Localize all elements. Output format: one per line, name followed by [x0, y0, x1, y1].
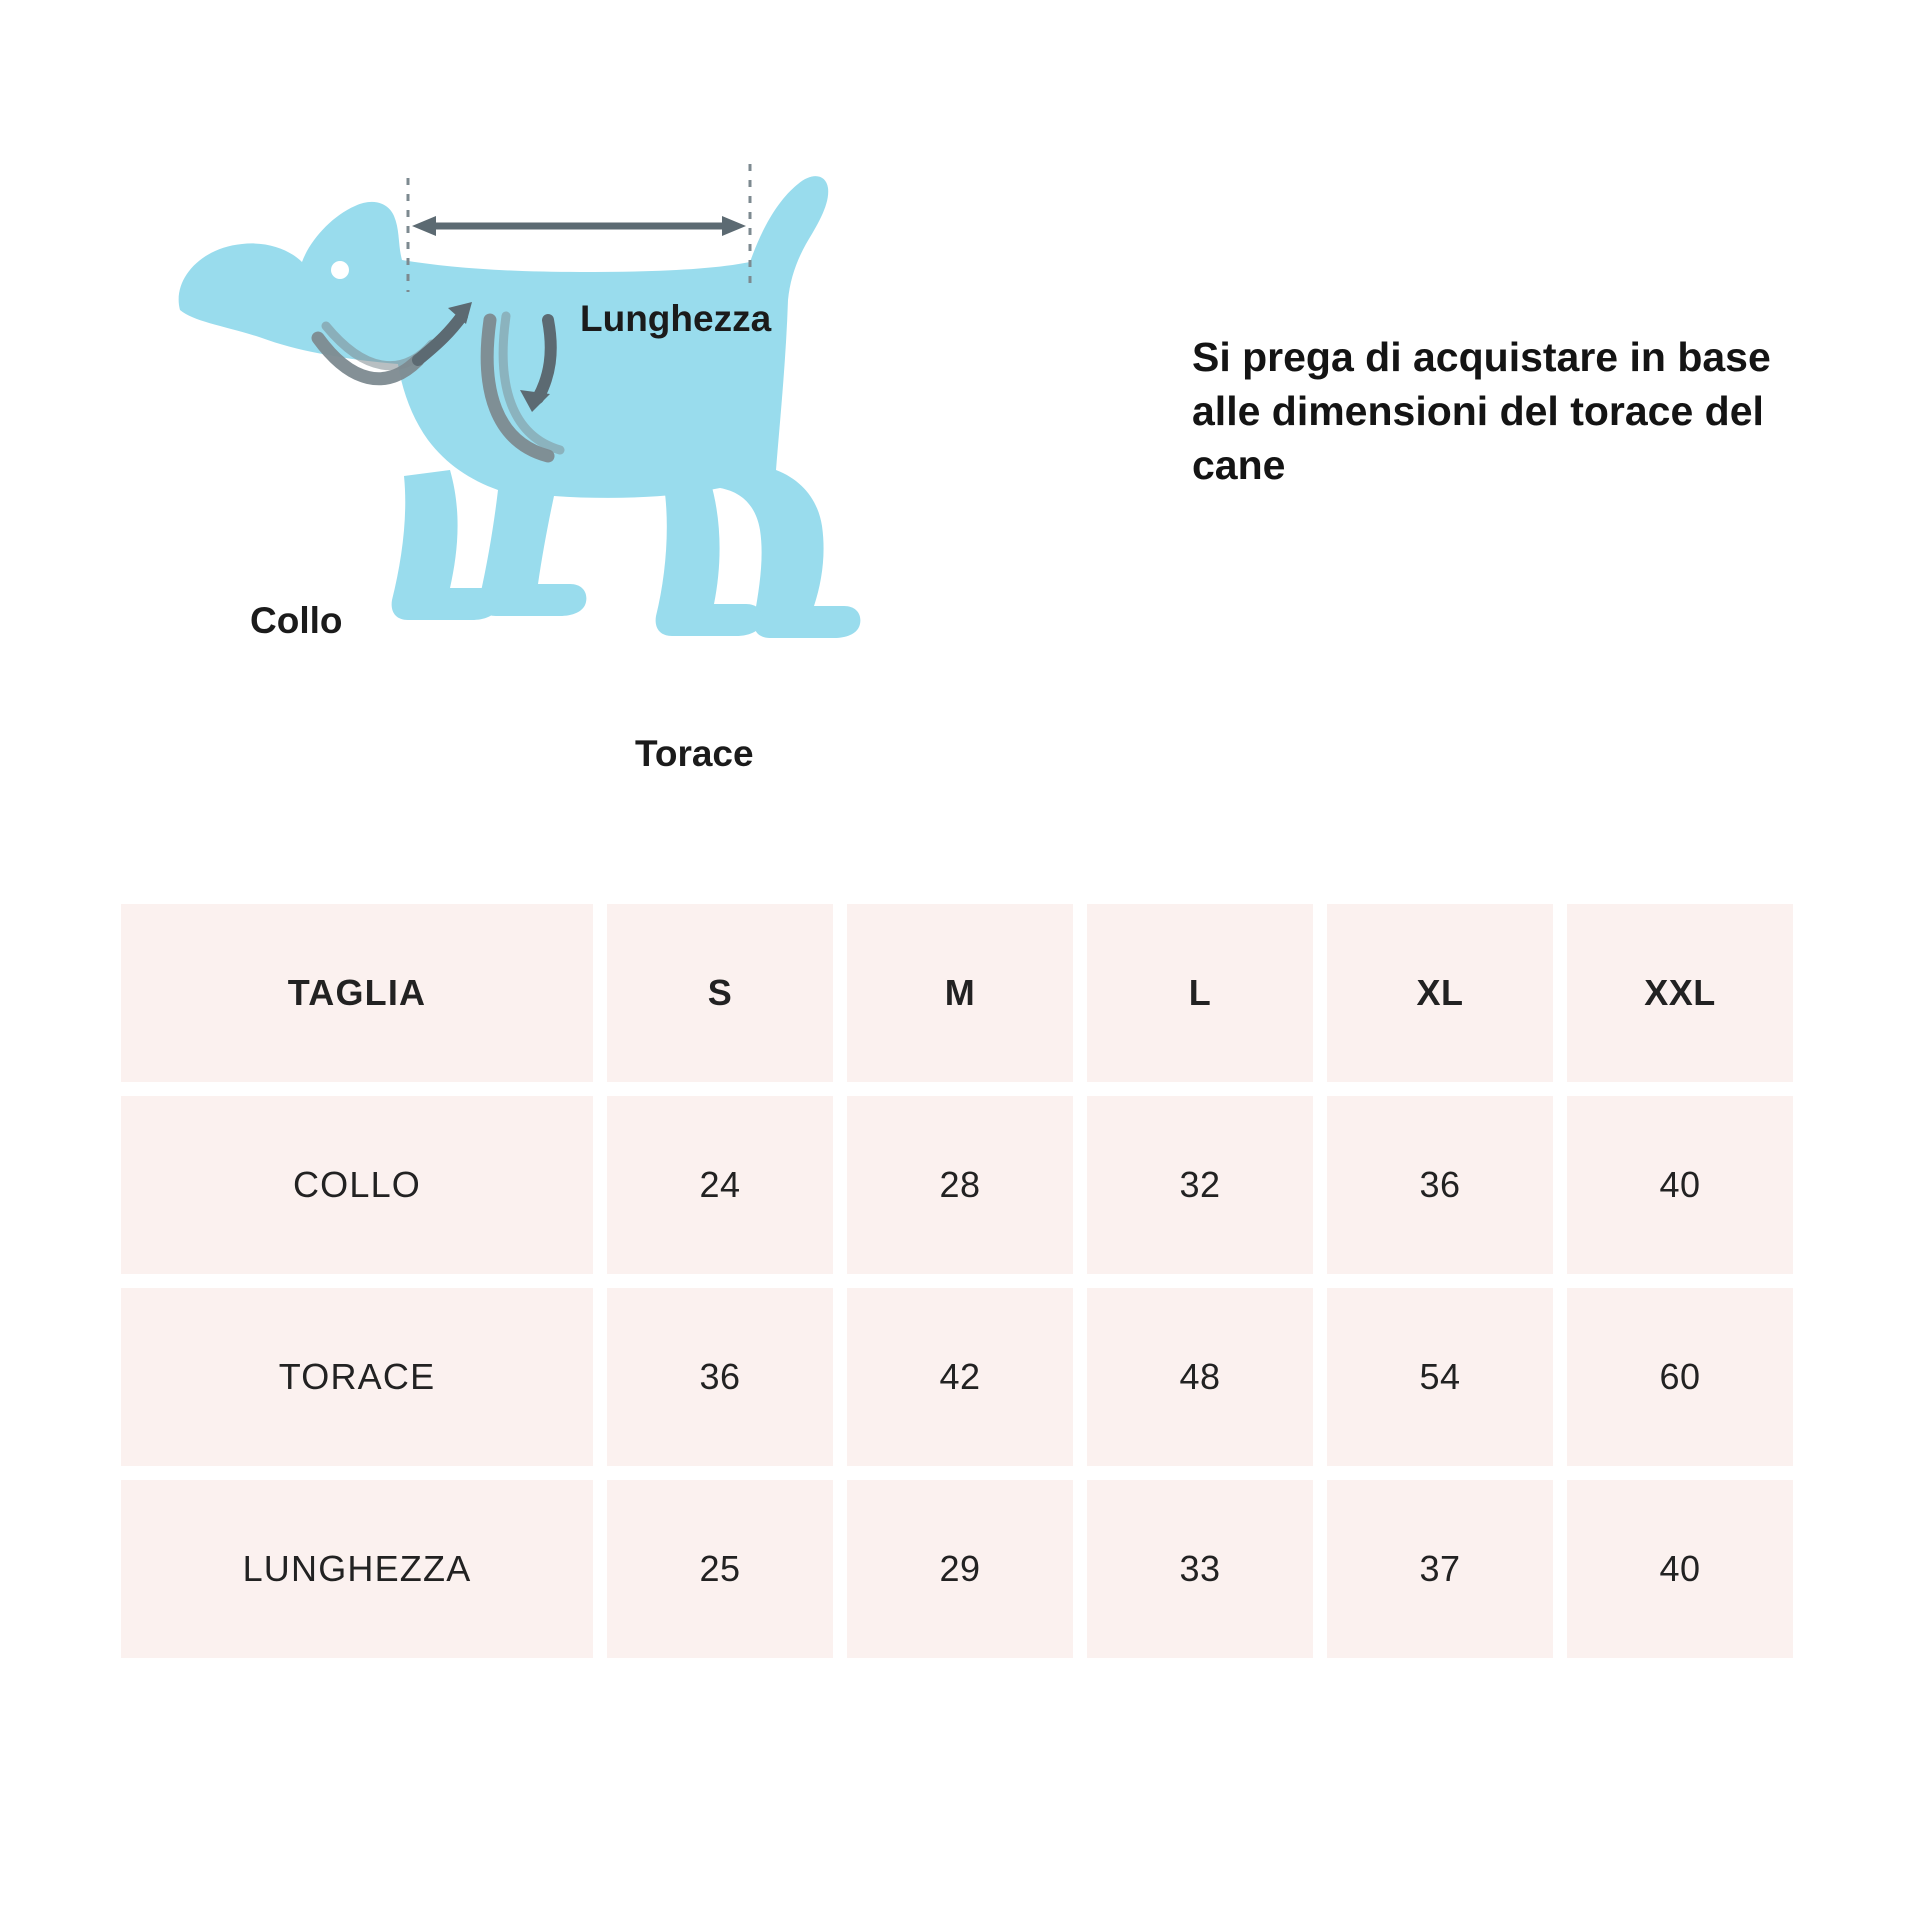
dog-diagram	[150, 120, 1100, 774]
header-s: S	[607, 904, 833, 1082]
row-label-collo: COLLO	[121, 1096, 593, 1274]
cell-collo-s: 24	[607, 1096, 833, 1274]
header-xl: XL	[1327, 904, 1553, 1082]
table-row	[121, 1288, 1793, 1466]
cell-torace-m: 42	[847, 1288, 1073, 1466]
label-collo: Collo	[250, 600, 343, 641]
cell-torace-s: 36	[607, 1288, 833, 1466]
cell-lunghezza-m: 29	[847, 1480, 1073, 1658]
label-lunghezza: Lunghezza	[580, 298, 772, 339]
header-l: L	[1087, 904, 1313, 1082]
row-label-lunghezza: LUNGHEZZA	[121, 1480, 593, 1658]
cell-lunghezza-l: 33	[1087, 1480, 1313, 1658]
cell-collo-m: 28	[847, 1096, 1073, 1274]
header-xxl: XXL	[1567, 904, 1793, 1082]
cell-torace-xl: 54	[1327, 1288, 1553, 1466]
cell-lunghezza-xxl: 40	[1567, 1480, 1793, 1658]
cell-collo-l: 32	[1087, 1096, 1313, 1274]
illustration-area	[0, 0, 1920, 860]
cell-torace-xxl: 60	[1567, 1288, 1793, 1466]
cell-collo-xxl: 40	[1567, 1096, 1793, 1274]
table-row	[121, 1096, 1793, 1274]
size-table	[107, 890, 1807, 1672]
cell-torace-l: 48	[1087, 1288, 1313, 1466]
cell-collo-xl: 36	[1327, 1096, 1553, 1274]
size-table-wrap	[107, 890, 1807, 1672]
label-torace: Torace	[635, 733, 754, 774]
purchase-note: Si prega di acquistare in base alle dimensioni del torace del cane	[1192, 334, 1771, 489]
header-taglia: TAGLIA	[121, 904, 593, 1082]
cell-lunghezza-xl: 37	[1327, 1480, 1553, 1658]
row-label-torace: TORACE	[121, 1288, 593, 1466]
table-header-row	[121, 904, 1793, 1082]
cell-lunghezza-s: 25	[607, 1480, 833, 1658]
table-row	[121, 1480, 1793, 1658]
header-m: M	[847, 904, 1073, 1082]
dog-silhouette-icon	[150, 120, 1100, 760]
